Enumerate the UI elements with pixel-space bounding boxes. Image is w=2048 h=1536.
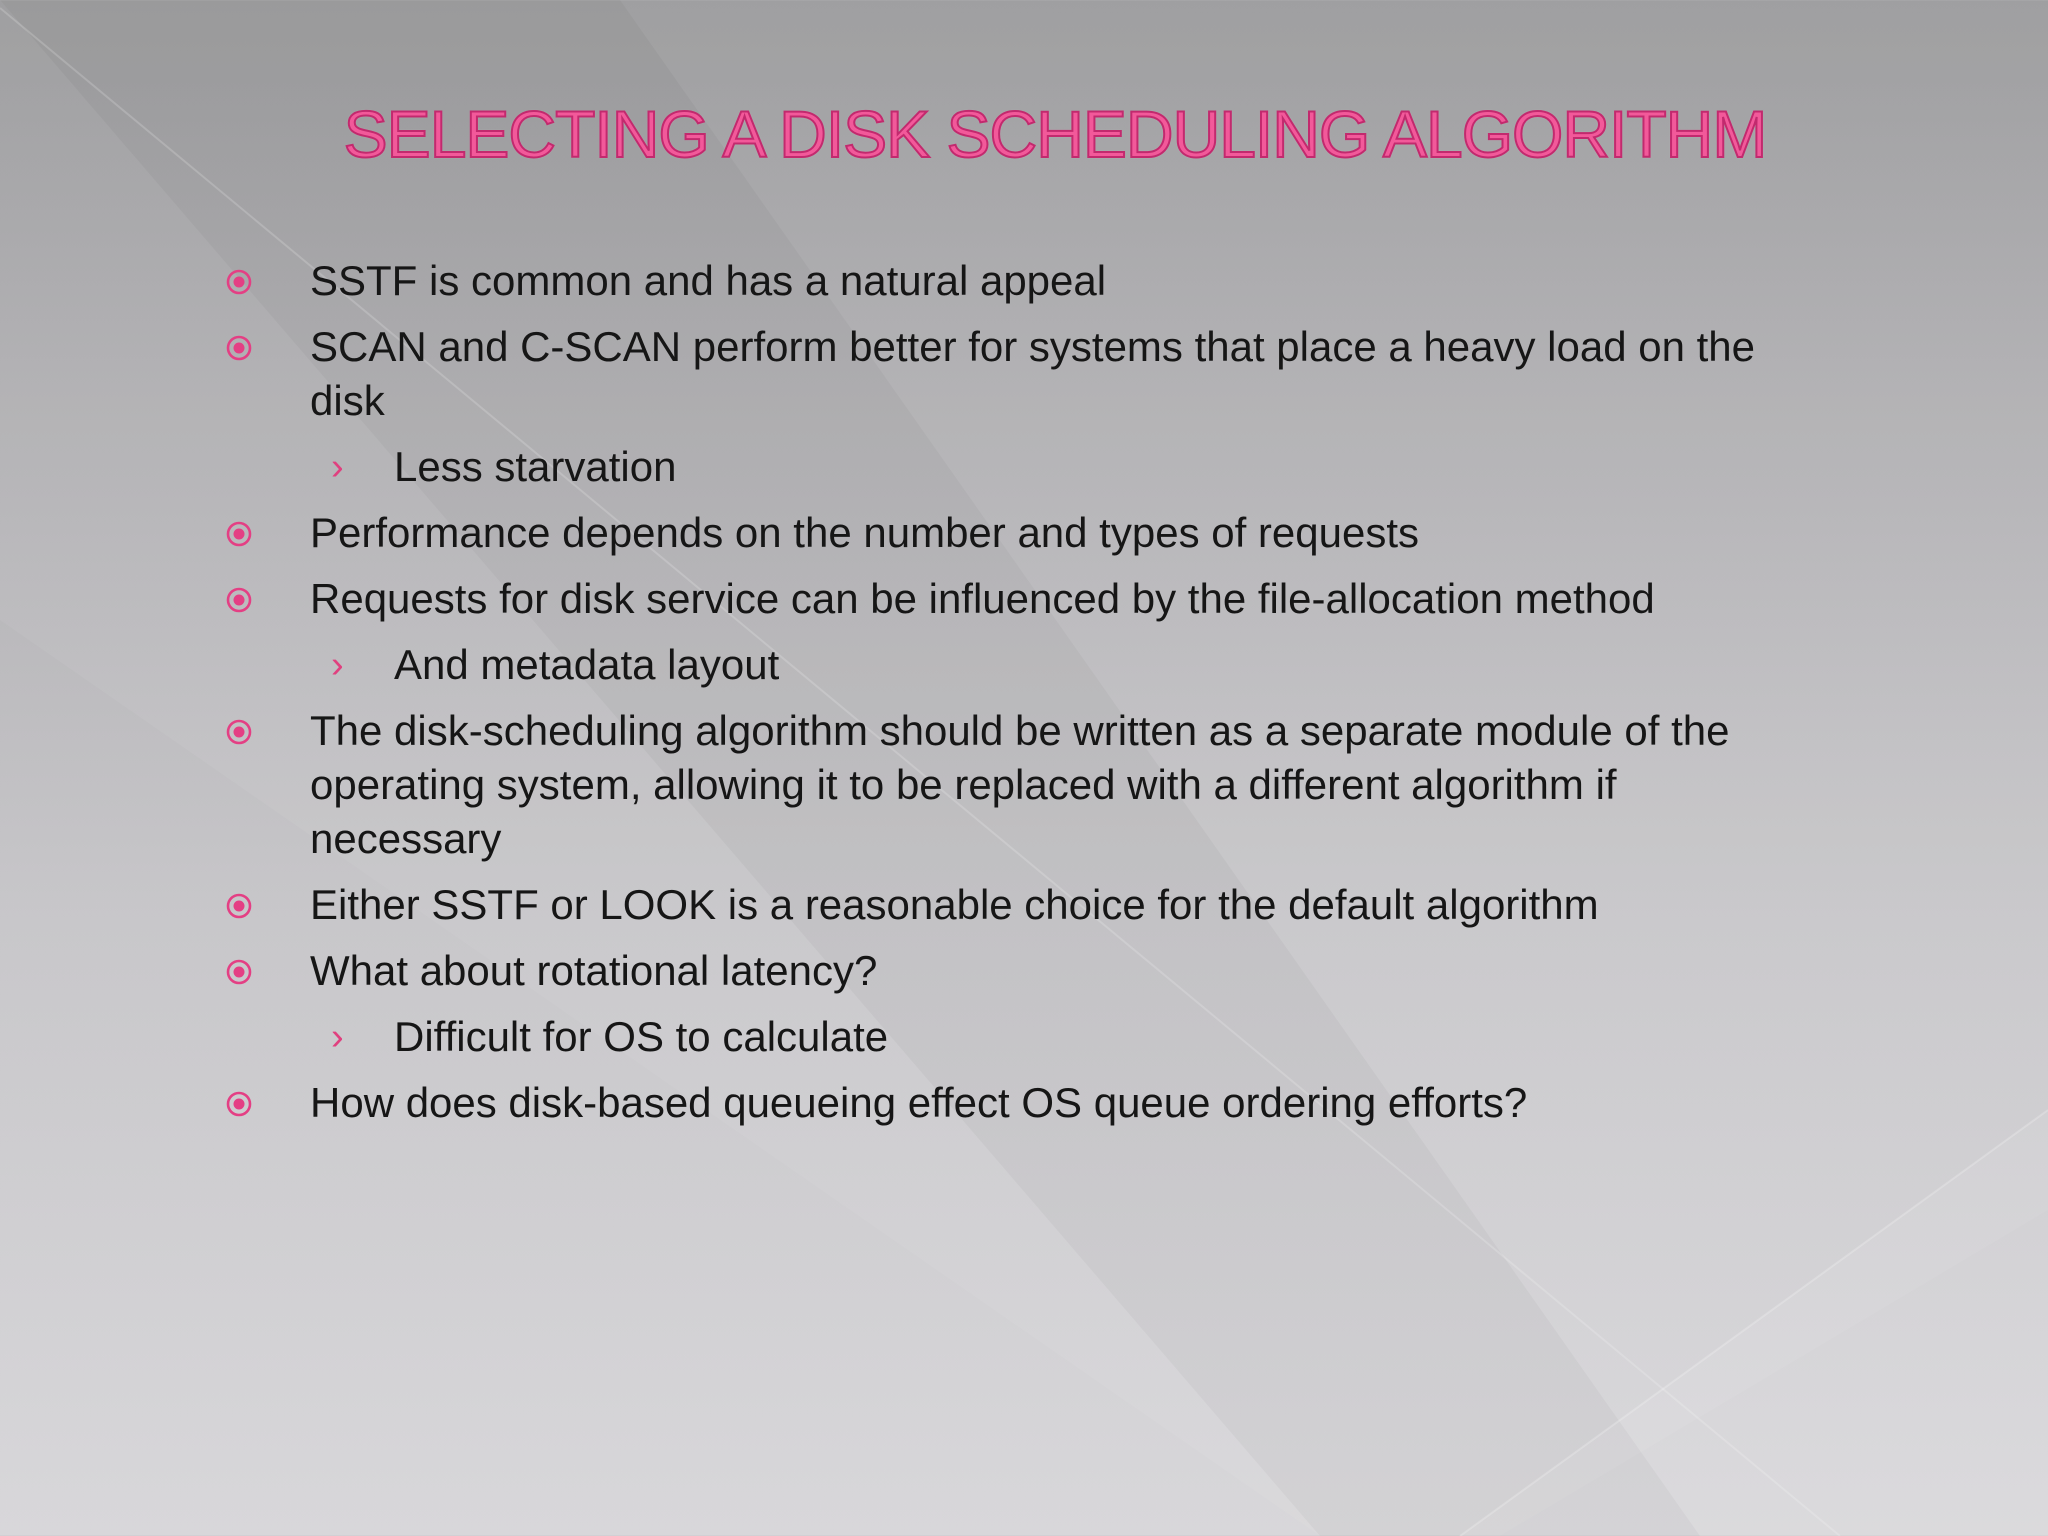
target-bullet-icon — [226, 587, 252, 613]
bullet-item — [218, 1076, 1778, 1130]
sub-bullet-item — [218, 440, 1778, 494]
sub-bullet-item — [218, 1010, 1778, 1064]
bullet-text: SSTF is common and has a natural appeal — [310, 257, 1107, 304]
bullet-text: How does disk-based queueing effect OS queue ordering efforts? — [310, 1079, 1528, 1126]
target-bullet-icon — [226, 719, 252, 745]
bullet-item — [218, 944, 1778, 998]
bullet-item — [218, 572, 1778, 626]
bullet-item — [218, 878, 1778, 932]
bullet-item — [218, 704, 1778, 866]
bullet-item — [218, 506, 1778, 560]
bullet-text: Either SSTF or LOOK is a reasonable choice for the default algorithm — [310, 881, 1599, 928]
bullet-list — [218, 254, 1778, 1142]
bullet-text: SCAN and C-SCAN perform better for systems that place a heavy load on the disk — [310, 323, 1756, 424]
bullet-item — [218, 254, 1778, 308]
target-bullet-icon — [226, 893, 252, 919]
chevron-right-icon: › — [331, 1016, 344, 1058]
bullet-text: Requests for disk service can be influenced by the file-allocation method — [310, 575, 1655, 622]
sub-bullet-text: Less starvation — [394, 443, 677, 490]
sub-bullet-text: Difficult for OS to calculate — [394, 1013, 889, 1060]
bullet-text: What about rotational latency? — [310, 947, 878, 994]
target-bullet-icon — [226, 521, 252, 547]
sub-bullet-item — [218, 638, 1778, 692]
target-bullet-icon — [226, 269, 252, 295]
target-bullet-icon — [226, 1091, 252, 1117]
bullet-text: The disk-scheduling algorithm should be written as a separate module of the operating system, allowing it to be replaced with a different algorithm if necessary — [310, 707, 1730, 862]
sub-bullet-text: And metadata layout — [394, 641, 780, 688]
target-bullet-icon — [226, 335, 252, 361]
chevron-right-icon: › — [331, 446, 344, 488]
slide-title: SELECTING A DISK SCHEDULING ALGORITHM — [343, 97, 1767, 171]
chevron-right-icon: › — [331, 644, 344, 686]
target-bullet-icon — [226, 959, 252, 985]
bullet-item — [218, 320, 1778, 428]
bullet-text: Performance depends on the number and types of requests — [310, 509, 1420, 556]
